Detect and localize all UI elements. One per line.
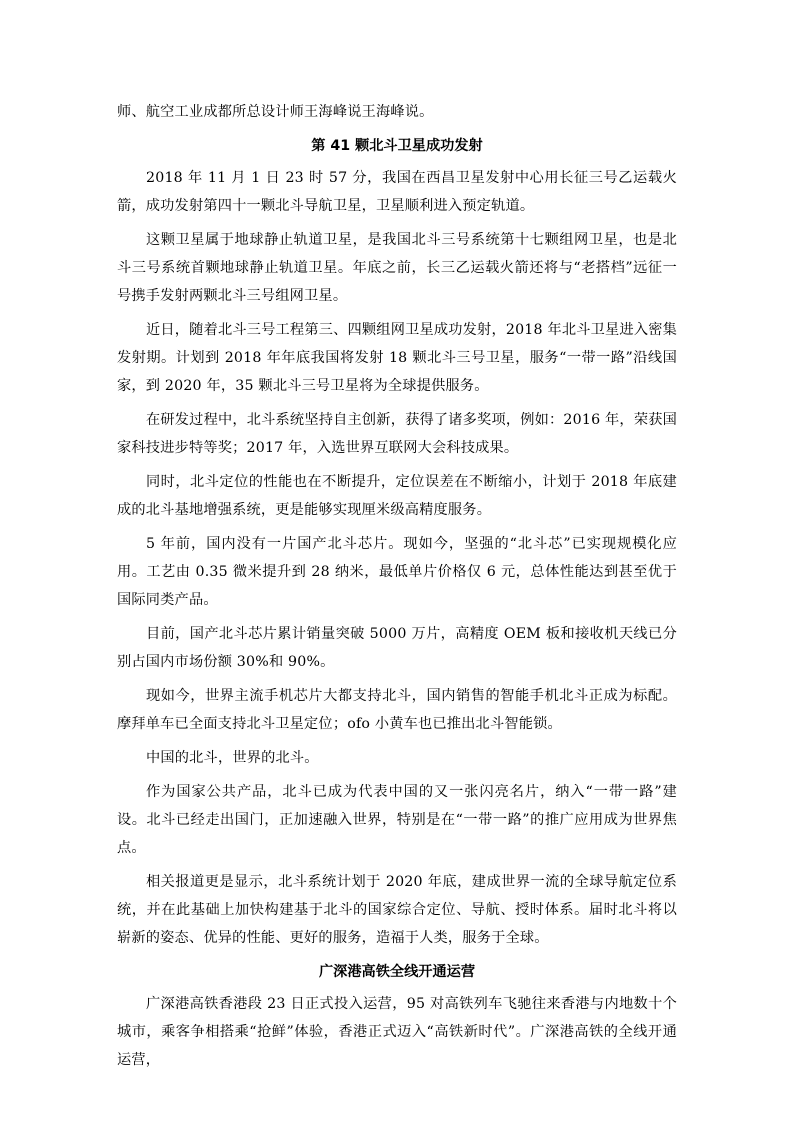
paragraph: 中国的北斗，世界的北斗。 [146,750,319,766]
section-title-high-speed-rail: 广深港高铁全线开通运营 [318,964,476,980]
opening-line: 师、航空工业成都所总设计师王海峰说王海峰说。 [117,104,434,120]
paragraph: 相关报道更是显示，北斗系统计划于 2020 年底，建成世界一流的全球导航定位系统，并在此基础上加快构建基于北斗的国家综合定位、导航、授时体系。届时北斗将以崭新的姿态、优异的性能、更好的服务，造福于人类，服务于全球。 [117,874,677,946]
paragraph: 5 年前，国内没有一片国产北斗芯片。现如今，坚强的“北斗芯”已实现规模化应用。工艺由 0.35 微米提升到 28 纳米，最低单片价格仅 6 元，总体性能达到甚至优于国际同类产品。 [117,536,677,608]
paragraph: 近日，随着北斗三号工程第三、四颗组网卫星成功发射，2018 年北斗卫星进入密集发射期。计划到 2018 年年底我国将发射 18 颗北斗三号卫星，服务“一带一路”沿线国家，到 2020 年，35 颗北斗三号卫星将为全球提供服务。 [117,322,677,394]
paragraph: 这颗卫星属于地球静止轨道卫星，是我国北斗三号系统第十七颗组网卫星，也是北斗三号系统首颗地球静止轨道卫星。年底之前，长三乙运载火箭还将与“老搭档”远征一号携手发射两颗北斗三号组网卫星。 [117,232,677,304]
paragraph: 2018 年 11 月 1 日 23 时 57 分，我国在西昌卫星发射中心用长征三号乙运载火箭，成功发射第四十一颗北斗导航卫星，卫星顺利进入预定轨道。 [117,170,677,214]
section-title-beidou: 第 41 颗北斗卫星成功发射 [311,138,483,154]
paragraph: 现如今，世界主流手机芯片大都支持北斗，国内销售的智能手机北斗正成为标配。摩拜单车已全面支持北斗卫星定位；ofo 小黄车也已推出北斗智能锁。 [117,688,677,732]
paragraph: 同时，北斗定位的性能也在不断提升，定位误差在不断缩小，计划于 2018 年底建成的北斗基地增强系统，更是能够实现厘米级高精度服务。 [117,474,677,518]
paragraph: 目前，国产北斗芯片累计销量突破 5000 万片，高精度 OEM 板和接收机天线已分别占国内市场份额 30%和 90%。 [117,626,677,670]
document-body [117,98,677,1074]
paragraph: 作为国家公共产品，北斗已成为代表中国的又一张闪亮名片，纳入“一带一路”建设。北斗已经走出国门，正加速融入世界，特别是在“一带一路”的推广应用成为世界焦点。 [117,784,677,856]
paragraph: 广深港高铁香港段 23 日正式投入运营，95 对高铁列车飞驰往来香港与内地数十个城市，乘客争相搭乘“抢鲜”体验，香港正式迈入“高铁新时代”。广深港高铁的全线开通运营， [117,996,677,1068]
paragraph: 在研发过程中，北斗系统坚持自主创新，获得了诸多奖项，例如：2016 年，荣获国家科技进步特等奖；2017 年，入选世界互联网大会科技成果。 [117,412,677,456]
